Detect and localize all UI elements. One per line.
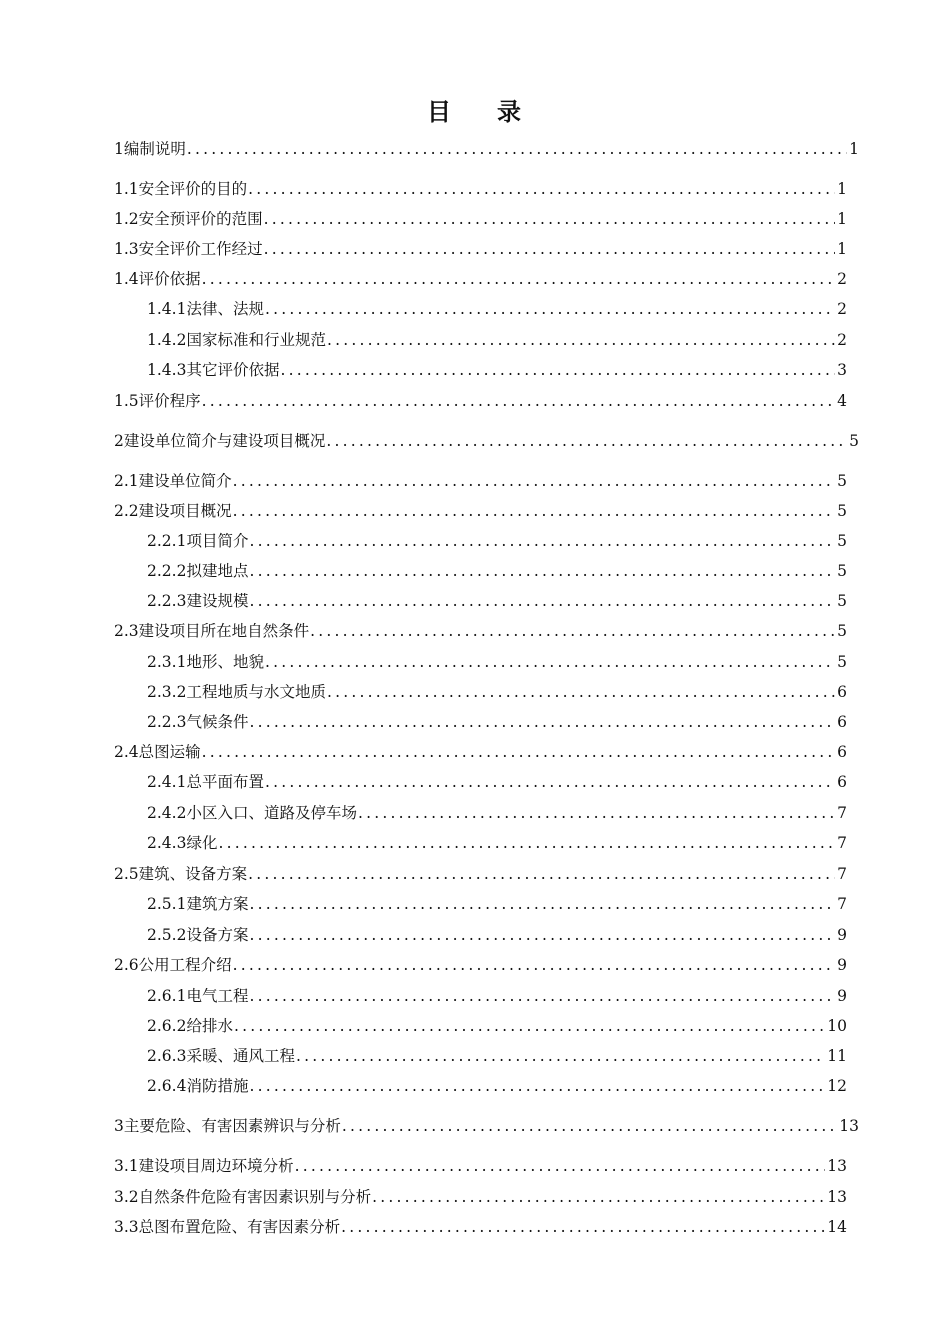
- toc-entry-page-number: 6: [837, 713, 847, 731]
- toc-leader-dots: [249, 530, 835, 552]
- toc-leader-dots: [249, 560, 835, 582]
- toc-entry-page-number: 7: [837, 804, 847, 822]
- toc-entry-label: 2建设单位简介与建设项目概况: [114, 432, 326, 450]
- toc-entry-page-number: 5: [837, 622, 847, 640]
- toc-leader-dots: [249, 1075, 825, 1097]
- toc-entry[interactable]: [114, 138, 859, 160]
- toc-leader-dots: [342, 1115, 837, 1137]
- toc-entry[interactable]: [147, 359, 847, 381]
- toc-entry-page-number: 14: [827, 1218, 847, 1236]
- toc-entry-label: 2.2.2拟建地点: [147, 562, 249, 580]
- toc-leader-dots: [233, 500, 835, 522]
- toc-entry-label: 2.4总图运输: [114, 743, 201, 761]
- toc-leader-dots: [249, 924, 835, 946]
- toc-leader-dots: [295, 1155, 826, 1177]
- toc-entry[interactable]: [114, 390, 847, 412]
- toc-entry-page-number: 1: [837, 210, 847, 228]
- toc-entry-label: 1.2安全预评价的范围: [114, 210, 263, 228]
- toc-entry-label: 2.6公用工程介绍: [114, 956, 232, 974]
- toc-entry-label: 2.3.2工程地质与水文地质: [147, 683, 326, 701]
- toc-entry-page-number: 5: [849, 432, 859, 450]
- toc-entry-label: 2.2.3气候条件: [147, 713, 249, 731]
- toc-entry-page-number: 5: [837, 653, 847, 671]
- toc-entry[interactable]: [147, 924, 847, 946]
- toc-entry-page-number: 9: [837, 956, 847, 974]
- toc-entry-page-number: 5: [837, 592, 847, 610]
- toc-entry[interactable]: [147, 1075, 847, 1097]
- toc-entry-label: 1.4.3其它评价依据: [147, 361, 280, 379]
- toc-entry[interactable]: [114, 1155, 847, 1177]
- toc-entry-label: 1编制说明: [114, 140, 186, 158]
- toc-entry-label: 2.4.2小区入口、道路及停车场: [147, 804, 357, 822]
- toc-leader-dots: [358, 802, 835, 824]
- toc-entry-label: 2.1建设单位简介: [114, 472, 232, 490]
- toc-entry-label: 1.4.1法律、法规: [147, 300, 264, 318]
- toc-entry[interactable]: [114, 208, 847, 230]
- toc-entry-page-number: 6: [837, 743, 847, 761]
- toc-entry[interactable]: [147, 560, 847, 582]
- toc-entry-label: 3主要危险、有害因素辨识与分析: [114, 1117, 341, 1135]
- toc-entry-label: 2.6.4消防措施: [147, 1077, 249, 1095]
- toc-entry-label: 2.6.3采暖、通风工程: [147, 1047, 295, 1065]
- toc-entry-label: 2.2.1项目简介: [147, 532, 249, 550]
- toc-entry-page-number: 1: [837, 240, 847, 258]
- toc-entry-label: 1.3安全评价工作经过: [114, 240, 263, 258]
- toc-entry-label: 1.1安全评价的目的: [114, 180, 248, 198]
- toc-entry[interactable]: [147, 802, 847, 824]
- toc-entry[interactable]: [147, 893, 847, 915]
- toc-entry-label: 2.4.3绿化: [147, 834, 218, 852]
- toc-leader-dots: [327, 329, 835, 351]
- toc-entry-label: 2.2建设项目概况: [114, 502, 232, 520]
- toc-entry[interactable]: [147, 681, 847, 703]
- toc-entry-page-number: 13: [827, 1188, 847, 1206]
- toc-leader-dots: [249, 893, 835, 915]
- toc-entry[interactable]: [114, 741, 847, 763]
- toc-entry-label: 2.5建筑、设备方案: [114, 865, 248, 883]
- toc-leader-dots: [218, 832, 835, 854]
- toc-entry[interactable]: [147, 329, 847, 351]
- toc-leader-dots: [248, 178, 835, 200]
- toc-leader-dots: [310, 620, 835, 642]
- toc-entry[interactable]: [147, 1015, 847, 1037]
- toc-entry-label: 1.4评价依据: [114, 270, 201, 288]
- toc-leader-dots: [372, 1186, 825, 1208]
- toc-entry[interactable]: [147, 590, 847, 612]
- toc-entry-page-number: 2: [837, 331, 847, 349]
- toc-entry[interactable]: [147, 530, 847, 552]
- toc-entry-page-number: 5: [837, 502, 847, 520]
- toc-entry-page-number: 11: [827, 1047, 847, 1065]
- toc-entry-page-number: 5: [837, 562, 847, 580]
- toc-leader-dots: [248, 863, 835, 885]
- toc-entry-page-number: 12: [827, 1077, 847, 1095]
- toc-entry-page-number: 10: [827, 1017, 847, 1035]
- toc-entry-label: 1.4.2国家标准和行业规范: [147, 331, 326, 349]
- toc-entry-page-number: 7: [837, 834, 847, 852]
- toc-entry-page-number: 13: [827, 1157, 847, 1175]
- toc-entry-label: 3.1建设项目周边环境分析: [114, 1157, 294, 1175]
- toc-entry[interactable]: [114, 470, 847, 492]
- toc-entry-page-number: 9: [837, 987, 847, 1005]
- toc-entry-label: 2.2.3建设规模: [147, 592, 249, 610]
- toc-entry[interactable]: [147, 1045, 847, 1067]
- toc-entry-page-number: 9: [837, 926, 847, 944]
- toc-entry-label: 3.3总图布置危险、有害因素分析: [114, 1218, 341, 1236]
- toc-entry[interactable]: [114, 863, 847, 885]
- toc-entry-page-number: 1: [849, 140, 859, 158]
- toc-leader-dots: [264, 238, 835, 260]
- toc-entry-label: 2.6.2给排水: [147, 1017, 233, 1035]
- toc-entry-page-number: 13: [839, 1117, 859, 1135]
- toc-entry[interactable]: [147, 651, 847, 673]
- toc-entry[interactable]: [147, 985, 847, 1007]
- toc-entry-page-number: 2: [837, 270, 847, 288]
- toc-entry-page-number: 1: [837, 180, 847, 198]
- toc-leader-dots: [265, 298, 835, 320]
- toc-entry[interactable]: [114, 500, 847, 522]
- toc-entry-label: 2.6.1电气工程: [147, 987, 249, 1005]
- toc-entry-page-number: 7: [837, 895, 847, 913]
- toc-entry[interactable]: [114, 268, 847, 290]
- toc-entry[interactable]: [114, 178, 847, 200]
- toc-leader-dots: [202, 268, 835, 290]
- toc-entry-page-number: 6: [837, 773, 847, 791]
- toc-leader-dots: [341, 1216, 825, 1238]
- toc-leader-dots: [187, 138, 847, 160]
- toc-leader-dots: [234, 1015, 825, 1037]
- toc-entry-page-number: 5: [837, 532, 847, 550]
- toc-entry-label: 1.5评价程序: [114, 392, 201, 410]
- toc-entry-page-number: 5: [837, 472, 847, 490]
- toc-leader-dots: [326, 430, 847, 452]
- toc-leader-dots: [265, 651, 835, 673]
- toc-entry-page-number: 6: [837, 683, 847, 701]
- toc-entry[interactable]: [114, 954, 847, 976]
- toc-entry-label: 2.5.1建筑方案: [147, 895, 249, 913]
- toc-leader-dots: [327, 681, 835, 703]
- toc-leader-dots: [264, 208, 835, 230]
- toc-entry-label: 2.3.1地形、地貌: [147, 653, 264, 671]
- toc-leader-dots: [233, 470, 835, 492]
- toc-leader-dots: [202, 390, 835, 412]
- toc-entry[interactable]: [114, 620, 847, 642]
- toc-entry-page-number: 3: [837, 361, 847, 379]
- toc-entry[interactable]: [114, 430, 859, 452]
- toc-entry[interactable]: [114, 1216, 847, 1238]
- toc-leader-dots: [249, 711, 835, 733]
- toc-leader-dots: [265, 771, 835, 793]
- toc-title-char-1: 目: [427, 98, 453, 126]
- toc-entry-page-number: 2: [837, 300, 847, 318]
- toc-entry-page-number: 4: [837, 392, 847, 410]
- toc-leader-dots: [202, 741, 835, 763]
- toc-leader-dots: [249, 590, 835, 612]
- toc-entry[interactable]: [114, 1186, 847, 1208]
- toc-leader-dots: [249, 985, 835, 1007]
- toc-entry-page-number: 7: [837, 865, 847, 883]
- toc-entry[interactable]: [147, 298, 847, 320]
- toc-entry[interactable]: [147, 771, 847, 793]
- toc-entry[interactable]: [114, 238, 847, 260]
- toc-entry[interactable]: [147, 832, 847, 854]
- toc-title-char-2: 录: [497, 98, 523, 126]
- toc-leader-dots: [280, 359, 835, 381]
- toc-entry-label: 2.5.2设备方案: [147, 926, 249, 944]
- toc-entry-label: 3.2自然条件危险有害因素识别与分析: [114, 1188, 372, 1206]
- toc-entry-label: 2.4.1总平面布置: [147, 773, 264, 791]
- toc-leader-dots: [296, 1045, 825, 1067]
- toc-entry-label: 2.3建设项目所在地自然条件: [114, 622, 310, 640]
- toc-leader-dots: [233, 954, 835, 976]
- toc-entry[interactable]: [114, 1115, 859, 1137]
- toc-entry[interactable]: [147, 711, 847, 733]
